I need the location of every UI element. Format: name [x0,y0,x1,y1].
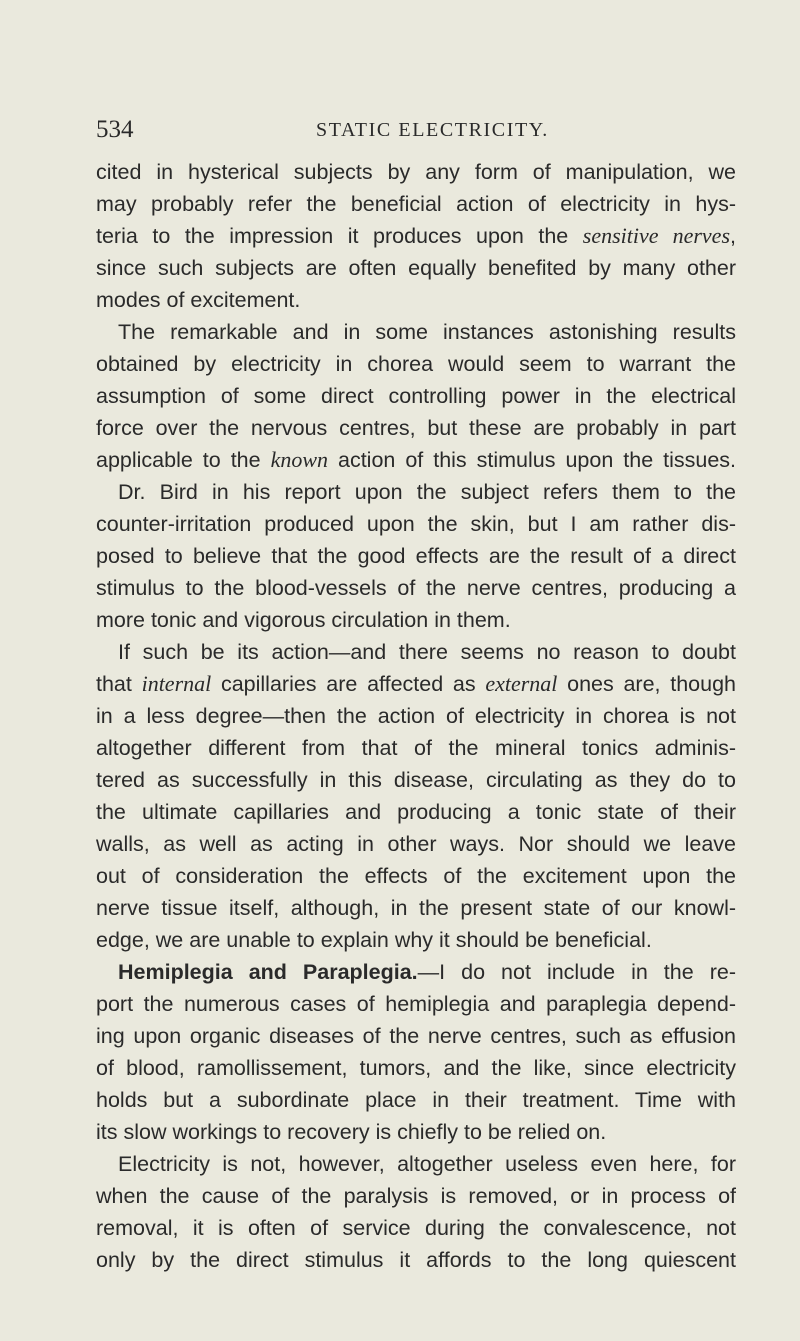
text-segment: may probably refer the beneficial action of electricity in hys- [96,192,736,216]
text-line [96,188,736,220]
text-line [96,284,736,316]
text-line [96,508,736,540]
text-segment: Dr. Bird in his report upon the subject refers them to the [118,480,736,504]
text-line [96,1244,736,1276]
text-line [96,700,736,732]
text-line [96,764,736,796]
text-segment: its slow workings to recovery is chiefly to be relied on. [96,1120,607,1144]
text-segment: removal, it is often of service during the convalescence, not [96,1216,736,1240]
text-line [96,892,736,924]
text-line [96,828,736,860]
body-text [96,156,736,1276]
text-line [96,220,736,252]
text-segment: in a less degree—then the action of electricity in chorea is not [96,704,736,728]
text-segment: when the cause of the paralysis is removed, or in process of [96,1184,736,1208]
section-heading: Hemiplegia and Paraplegia. [118,960,418,984]
text-segment: since such subjects are often equally benefited by many other [96,256,736,280]
text-segment: edge, we are unable to explain why it should be beneficial. [96,928,652,952]
running-head: STATIC ELECTRICITY. [316,119,549,141]
text-segment: walls, as well as acting in other ways. Nor should we leave [96,832,736,856]
text-segment: obtained by electricity in chorea would seem to warrant the [96,352,736,376]
italic-text: external [485,671,558,696]
italic-text: internal [141,671,212,696]
text-segment: ones are, though [557,672,736,696]
text-segment: action of this stimulus upon the tissues. [328,448,737,472]
text-line [96,380,736,412]
text-segment: port the numerous cases of hemiplegia and paraplegia depend- [96,992,736,1016]
text-line [96,1052,736,1084]
text-segment: —I do not include in the re- [417,960,736,984]
text-segment: assumption of some direct controlling power in the electrical [96,384,736,408]
text-segment: stimulus to the blood-vessels of the nerve centres, producing a [96,576,736,600]
page-header [96,116,736,146]
text-line [96,1148,736,1180]
text-segment: force over the nervous centres, but these are probably in part [96,416,736,440]
text-segment: The remarkable and in some instances astonishing results [118,320,736,344]
text-segment: applicable to the [96,448,271,472]
text-line [96,572,736,604]
text-segment: altogether different from that of the mineral tonics adminis- [96,736,736,760]
text-line [96,668,736,700]
text-segment: Electricity is not, however, altogether useless even here, for [118,1152,736,1176]
text-line [96,636,736,668]
text-line [96,860,736,892]
text-line [96,988,736,1020]
text-line [96,316,736,348]
text-line [96,796,736,828]
text-line [96,604,736,636]
text-segment: more tonic and vigorous circulation in them. [96,608,511,632]
text-line [96,956,736,988]
text-segment: capillaries are affected as [211,672,486,696]
text-segment: of blood, ramollissement, tumors, and the like, since electricity [96,1056,736,1080]
page-number: 534 [96,116,134,143]
text-segment: counter-irritation produced upon the skin, but I am rather dis- [96,512,736,536]
text-line [96,444,736,476]
text-line [96,924,736,956]
text-line [96,476,736,508]
text-line [96,156,736,188]
text-line [96,540,736,572]
text-segment: only by the direct stimulus it affords to the long quiescent [96,1248,736,1272]
italic-text: sensitive nerves [582,223,731,248]
text-line [96,348,736,380]
text-segment: , [730,224,736,248]
text-line [96,412,736,444]
text-line [96,1212,736,1244]
text-line [96,1084,736,1116]
text-segment: modes of excitement. [96,288,301,312]
text-segment: teria to the impression it produces upon the [96,224,583,248]
text-segment: holds but a subordinate place in their treatment. Time with [96,1088,736,1112]
text-line [96,732,736,764]
text-segment: the ultimate capillaries and producing a tonic state of their [96,800,736,824]
text-segment: out of consideration the effects of the excitement upon the [96,864,736,888]
text-segment: cited in hysterical subjects by any form of manipulation, we [96,160,736,184]
text-segment: tered as successfully in this disease, circulating as they do to [96,768,736,792]
text-segment: posed to believe that the good effects are the result of a direct [96,544,736,568]
text-segment: nerve tissue itself, although, in the present state of our knowl- [96,896,736,920]
text-segment: that [96,672,142,696]
text-line [96,1020,736,1052]
text-line [96,252,736,284]
text-line [96,1180,736,1212]
text-segment: If such be its action—and there seems no reason to doubt [118,640,736,664]
italic-text: known [270,447,329,472]
text-line [96,1116,736,1148]
text-segment: ing upon organic diseases of the nerve centres, such as effusion [96,1024,736,1048]
